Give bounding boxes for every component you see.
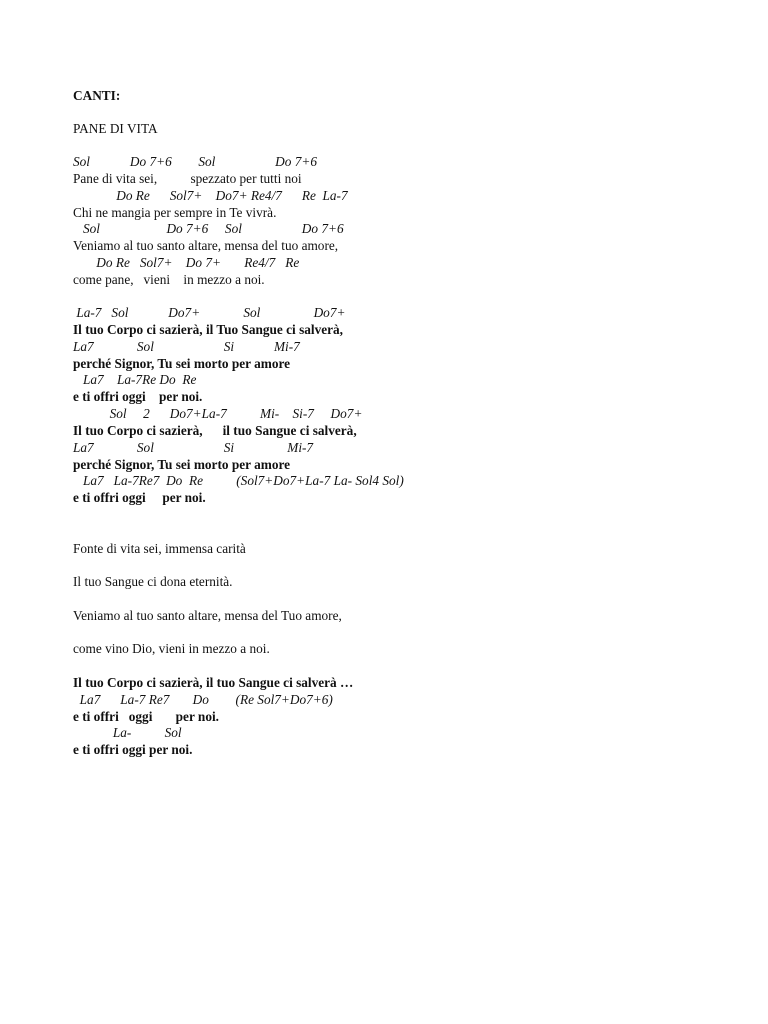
refrain-line: Il tuo Corpo ci sazierà, il tuo Sangue ci salverà … <box>73 675 354 690</box>
lyric-line: Chi ne mangia per sempre in Te vivrà. <box>73 205 277 220</box>
chord-line: La- Sol <box>73 725 182 740</box>
chord-line: La7 La-7Re Do Re <box>73 372 197 387</box>
chord-line: La-7 Sol Do7+ Sol Do7+ <box>73 305 346 320</box>
refrain-line: perché Signor, Tu sei morto per amore <box>73 356 291 371</box>
refrain-line: Il tuo Corpo ci sazierà, il tuo Sangue ci salverà, <box>73 423 357 438</box>
document-heading: CANTI: <box>73 88 121 103</box>
chord-line: La7 Sol Si Mi-7 <box>73 440 314 455</box>
lyric-line: come pane, vieni in mezzo a noi. <box>73 272 265 287</box>
lyric-line: Il tuo Sangue ci dona eternità. <box>73 574 233 589</box>
refrain-line: e ti offri oggi per noi. <box>73 709 219 724</box>
refrain-line: Il tuo Corpo ci sazierà, il Tuo Sangue ci salverà, <box>73 322 344 337</box>
chord-line: Do Re Sol7+ Do7+ Re4/7 Re La-7 <box>73 188 348 203</box>
song-title: PANE DI VITA <box>73 121 158 136</box>
lyric-line: come vino Dio, vieni in mezzo a noi. <box>73 641 270 656</box>
refrain-line: e ti offri oggi per noi. <box>73 742 193 757</box>
chord-line: Sol Do 7+6 Sol Do 7+6 <box>73 221 344 236</box>
chord-line: Sol Do 7+6 Sol Do 7+6 <box>73 154 317 169</box>
lyric-line: Veniamo al tuo santo altare, mensa del tuo amore, <box>73 238 339 253</box>
refrain-line: e ti offri oggi per noi. <box>73 490 206 505</box>
refrain-line: perché Signor, Tu sei morto per amore <box>73 457 291 472</box>
chord-line: La7 La-7Re7 Do Re (Sol7+Do7+La-7 La- Sol4 Sol) <box>73 473 404 488</box>
chord-line: Sol 2 Do7+La-7 Mi- Si-7 Do7+ <box>73 406 363 421</box>
chord-line: La7 La-7 Re7 Do (Re Sol7+Do7+6) <box>73 692 333 707</box>
chord-line: Do Re Sol7+ Do 7+ Re4/7 Re <box>73 255 300 270</box>
chord-line: La7 Sol Si Mi-7 <box>73 339 300 354</box>
lyric-line: Fonte di vita sei, immensa carità <box>73 541 246 556</box>
refrain-line: e ti offri oggi per noi. <box>73 389 203 404</box>
lyric-line: Veniamo al tuo santo altare, mensa del Tuo amore, <box>73 608 342 623</box>
lyric-line: Pane di vita sei, spezzato per tutti noi <box>73 171 302 186</box>
